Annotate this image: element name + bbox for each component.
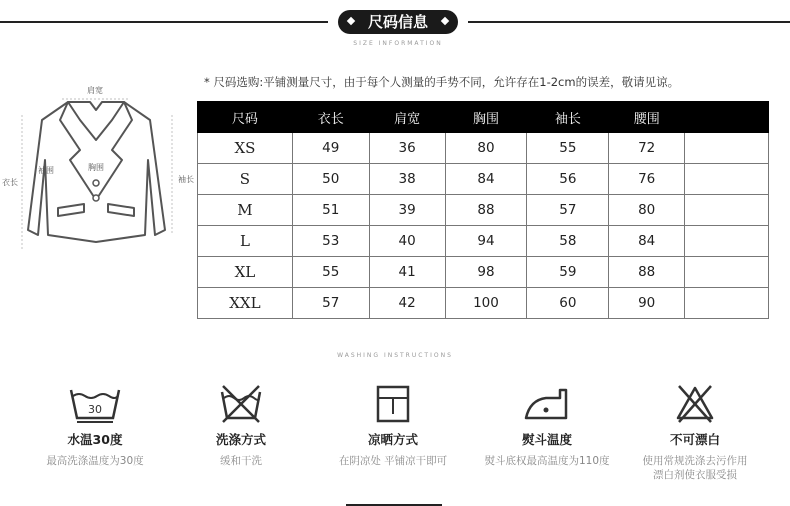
cell-size: XXL <box>198 288 293 319</box>
header-sleeve: 袖长 <box>527 102 609 133</box>
cell-chest: 100 <box>445 288 527 319</box>
wash-temp-text: 30 <box>88 403 102 416</box>
care-item-iron-temp <box>472 380 622 468</box>
jacket-diagram <box>0 80 195 260</box>
dry-flat-icon <box>318 380 468 424</box>
cell-length: 51 <box>292 195 369 226</box>
care-title: 凉晒方式 <box>367 432 418 447</box>
care-title: 熨斗温度 <box>521 432 572 447</box>
cell-length: 57 <box>292 288 369 319</box>
cell-shoulder: 38 <box>369 164 445 195</box>
label-length: 衣长 <box>2 178 18 187</box>
cell-size: L <box>198 226 293 257</box>
page-title: 尺码信息 <box>367 13 428 31</box>
cell-length: 53 <box>292 226 369 257</box>
label-sleeve-width: 袖围 <box>38 166 54 175</box>
cell-size: M <box>198 195 293 226</box>
cell-sleeve: 57 <box>527 195 609 226</box>
table-row <box>198 133 769 164</box>
care-desc: 在阴凉处 平铺凉干即可 <box>338 455 448 467</box>
cell-shoulder: 40 <box>369 226 445 257</box>
header-chest: 胸围 <box>445 102 527 133</box>
table-row <box>198 164 769 195</box>
care-item-no-bleach <box>620 380 770 482</box>
cell-shoulder: 42 <box>369 288 445 319</box>
cell-length: 49 <box>292 133 369 164</box>
cell-sleeve: 55 <box>527 133 609 164</box>
cell-chest: 94 <box>445 226 527 257</box>
care-title: 水温30度 <box>67 432 123 447</box>
cell-empty <box>685 288 769 319</box>
cell-waist: 84 <box>609 226 685 257</box>
cell-empty <box>685 226 769 257</box>
header-banner <box>338 10 458 34</box>
measurement-note: * 尺码选购:平铺测量尺寸，由于每个人测量的手势不同，允许存在1-2cm的误差，敬请见谅。 <box>204 75 680 89</box>
cell-waist: 88 <box>609 257 685 288</box>
cell-empty <box>685 257 769 288</box>
iron-icon <box>472 380 622 424</box>
washing-title: WASHING INSTRUCTIONS <box>337 352 453 359</box>
header-line-right <box>468 21 790 23</box>
cell-shoulder: 41 <box>369 257 445 288</box>
care-title: 洗涤方式 <box>215 432 266 447</box>
header-waist: 腰围 <box>609 102 685 133</box>
no-bleach-icon <box>620 380 770 424</box>
no-wash-icon <box>166 380 316 424</box>
care-item-dry-method <box>318 380 468 468</box>
cell-size: XS <box>198 133 293 164</box>
banner-dot-right <box>441 17 449 25</box>
cell-waist: 90 <box>609 288 685 319</box>
cell-sleeve: 60 <box>527 288 609 319</box>
cell-sleeve: 59 <box>527 257 609 288</box>
size-table <box>197 101 769 319</box>
cell-chest: 80 <box>445 133 527 164</box>
cell-shoulder: 39 <box>369 195 445 226</box>
table-header-row <box>198 102 769 133</box>
care-desc: 使用常规洗涤去污作用 漂白剂使衣服受损 <box>642 455 748 481</box>
label-chest: 胸围 <box>88 163 104 172</box>
care-item-wash-method <box>166 380 316 468</box>
cell-waist: 72 <box>609 133 685 164</box>
cell-size: XL <box>198 257 293 288</box>
header-empty <box>685 102 769 133</box>
table-row <box>198 226 769 257</box>
header-shoulder: 肩宽 <box>369 102 445 133</box>
cell-length: 55 <box>292 257 369 288</box>
care-desc: 熨斗底权最高温度为110度 <box>484 455 610 467</box>
care-desc: 最高洗涤温度为30度 <box>46 455 144 467</box>
header-size: 尺码 <box>198 102 293 133</box>
banner-dot-left <box>347 17 355 25</box>
label-shoulder: 肩宽 <box>87 86 103 95</box>
table-row <box>198 195 769 226</box>
cell-empty <box>685 195 769 226</box>
page-subtitle: SIZE INFORMATION <box>353 40 443 47</box>
header-length: 衣长 <box>292 102 369 133</box>
care-desc: 缓和干洗 <box>220 455 262 467</box>
table-row <box>198 288 769 319</box>
cell-empty <box>685 133 769 164</box>
label-sleeve-length: 袖长 <box>178 175 194 184</box>
cell-size: S <box>198 164 293 195</box>
cell-sleeve: 56 <box>527 164 609 195</box>
cell-waist: 80 <box>609 195 685 226</box>
cell-sleeve: 58 <box>527 226 609 257</box>
header-line-left <box>0 21 328 23</box>
cell-chest: 98 <box>445 257 527 288</box>
table-row <box>198 257 769 288</box>
wash-30-icon <box>20 380 170 424</box>
cell-shoulder: 36 <box>369 133 445 164</box>
care-title: 不可漂白 <box>669 432 720 447</box>
cell-empty <box>685 164 769 195</box>
cell-waist: 76 <box>609 164 685 195</box>
cell-chest: 84 <box>445 164 527 195</box>
cell-length: 50 <box>292 164 369 195</box>
cell-chest: 88 <box>445 195 527 226</box>
care-item-water-temp <box>20 380 170 468</box>
